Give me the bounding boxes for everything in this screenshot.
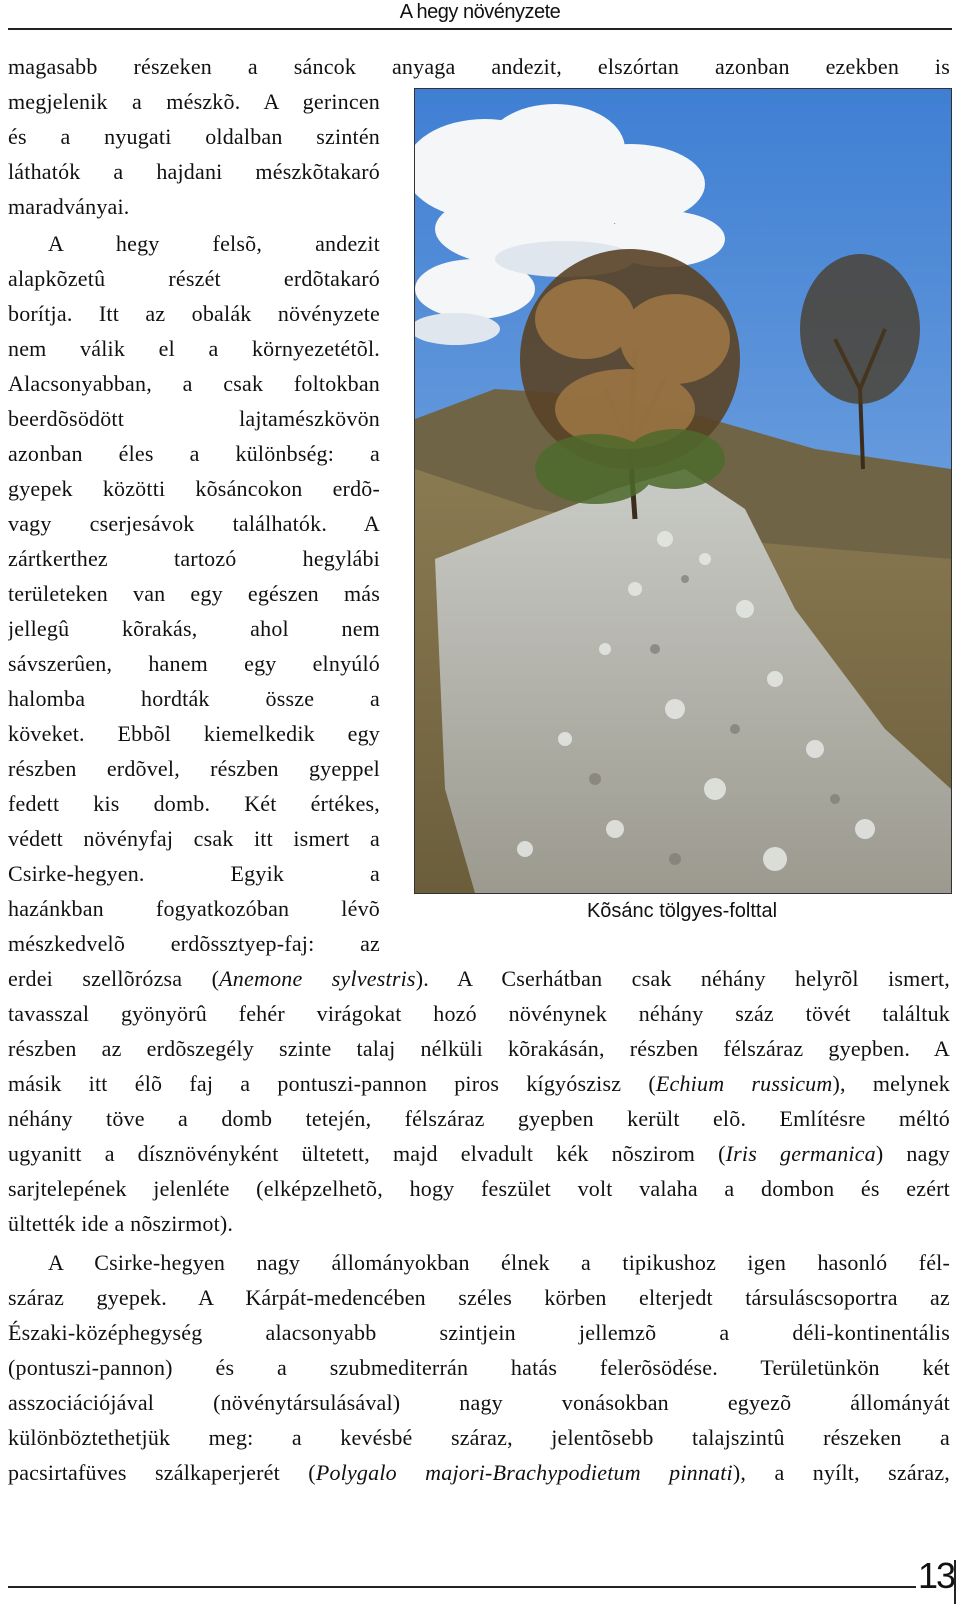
header-rule: [8, 28, 952, 30]
footer-rule: [8, 1586, 916, 1588]
text-line: sávszerûen, hanem egy elnyúló: [8, 651, 380, 676]
text-line: részben erdõvel, részben gyeppel: [8, 756, 380, 781]
text-line: nem válik el a környezetétõl.: [8, 336, 380, 361]
text-line: ugyanitt a dísznövényként ültetett, majd elvadult kék nõszirom (Iris germanica) nagy: [8, 1141, 950, 1166]
text-line: védett növényfaj csak itt ismert a: [8, 826, 380, 851]
text-line: alapkõzetû részét erdõtakaró: [8, 266, 380, 291]
page-edge-bar: [954, 1560, 956, 1604]
text-line: tavasszal gyönyörû fehér virágokat hozó növénynek néhány száz tövét találtuk: [8, 1001, 950, 1026]
text-line: mészkedvelõ erdõssztyep-faj: az: [8, 931, 380, 956]
text-line: pacsirtafüves szálkaperjerét (Polygalo majori-Brachypodietum pinnati), a nyílt, száraz,: [8, 1460, 950, 1485]
text-line: (pontuszi-pannon) és a szubmediterrán hatás felerõsödése. Területünkön két: [8, 1355, 950, 1380]
text-line: vagy cserjesávok találhatók. A: [8, 511, 380, 536]
text-line: gyepek közötti kõsáncokon erdõ-: [8, 476, 380, 501]
text-line: másik itt élõ faj a pontuszi-pannon piros kígyószisz (Echium russicum), melynek: [8, 1071, 950, 1096]
text-line: néhány töve a domb tetején, félszáraz gyepben került elõ. Említésre méltó: [8, 1106, 950, 1131]
text-line: erdei szellõrózsa (Anemone sylvestris). A Cserhátban csak néhány helyrõl ismert,: [8, 966, 950, 991]
text-line: Csirke-hegyen. Egyik a: [8, 861, 380, 886]
text-line: részben az erdõszegély szinte talaj nélküli kõrakásán, részben félszáraz gyepben. A: [8, 1036, 950, 1061]
text-line: különböztethetjük meg: a kevésbé száraz, jelentõsebb talajszintû részeken a: [8, 1425, 950, 1450]
text-line: ültették ide a nõszirmot).: [8, 1211, 234, 1236]
text-line: sarjtelepének jelenléte (elképzelhetõ, hogy feszület volt valaha a dombon és ezért: [8, 1176, 950, 1201]
text-line: maradványai.: [8, 194, 130, 219]
text-line: száraz gyepek. A Kárpát-medencében széles körben elterjedt társuláscsoportra az: [8, 1285, 950, 1310]
text-line: A hegy felsõ, andezit: [48, 231, 380, 256]
text-line: azonban éles a különbség: a: [8, 441, 380, 466]
photo-stone-rampart: [414, 88, 952, 894]
text-line: borítja. Itt az obalák növényzete: [8, 301, 380, 326]
page-header-title: A hegy növényzete: [399, 1, 561, 23]
text-line: jellegû kõrakás, ahol nem: [8, 616, 380, 641]
text-line: köveket. Ebbõl kiemelkedik egy: [8, 721, 380, 746]
text-line: magasabb részeken a sáncok anyaga andezit, elszórtan azonban ezekben is: [8, 54, 950, 79]
text-line: zártkerthez tartozó hegylábi: [8, 546, 380, 571]
text-line: beerdõsödött lajtamészkövön: [8, 406, 380, 431]
text-line: és a nyugati oldalban szintén: [8, 124, 380, 149]
text-line: Alacsonyabban, a csak foltokban: [8, 371, 380, 396]
text-line: hazánkban fogyatkozóban lévõ: [8, 896, 380, 921]
text-line: Északi-középhegység alacsonyabb szintjein jellemzõ a déli-kontinentális: [8, 1320, 950, 1345]
page-number: 13: [917, 1555, 954, 1596]
text-line: megjelenik a mészkõ. A gerincen: [8, 89, 380, 114]
text-line: halomba hordták össze a: [8, 686, 380, 711]
text-line: A Csirke-hegyen nagy állományokban élnek a tipikushoz igen hasonló fél-: [48, 1250, 950, 1275]
text-line: területeken van egy egészen más: [8, 581, 380, 606]
figure-caption: Kõsánc tölgyes-folttal: [586, 900, 778, 922]
text-line: fedett kis domb. Két értékes,: [8, 791, 380, 816]
text-line: asszociációjával (növénytársulásával) nagy vonásokban egyezõ állományát: [8, 1390, 950, 1415]
text-line: láthatók a hajdani mészkõtakaró: [8, 159, 380, 184]
